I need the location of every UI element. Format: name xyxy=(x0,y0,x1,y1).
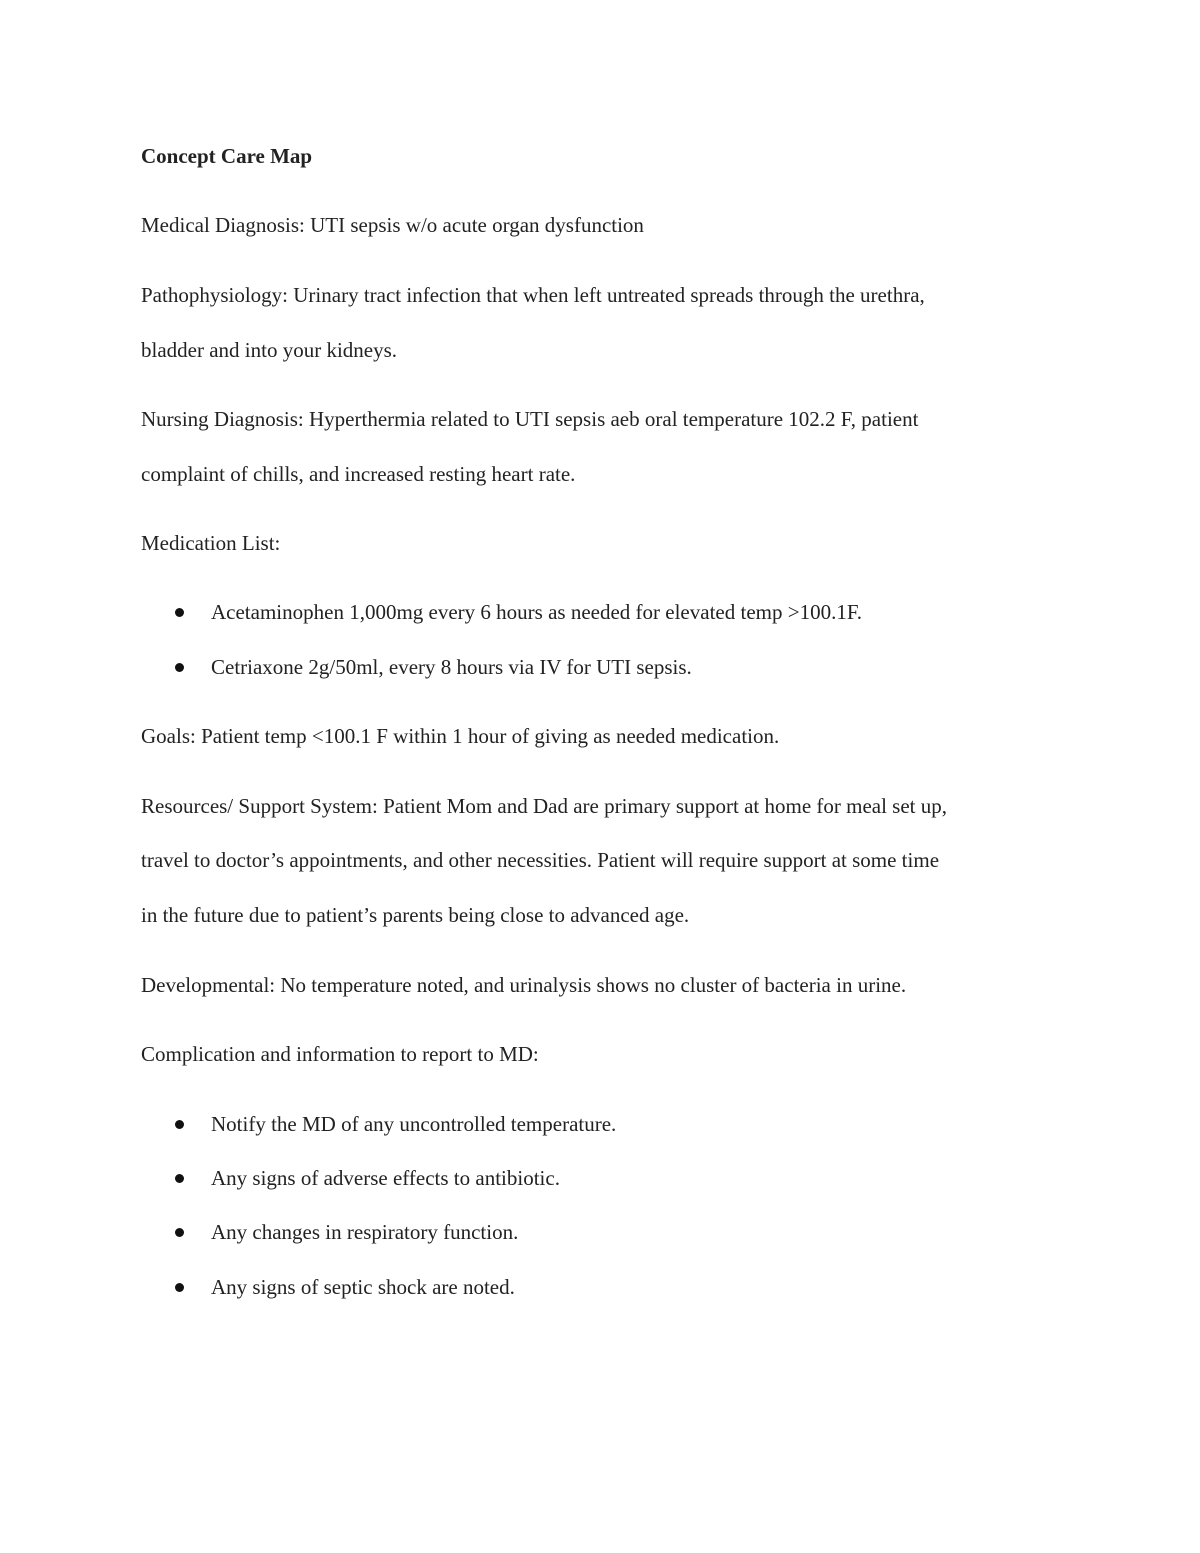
medication-text: Cetriaxone 2g/50ml, every 8 hours via IV for UTI sepsis. xyxy=(211,655,692,679)
complication-text: Any signs of septic shock are noted. xyxy=(211,1275,515,1299)
developmental: Developmental: No temperature noted, and urinalysis shows no cluster of bacteria in urine. xyxy=(141,973,907,997)
resources-line-1: Resources/ Support System: Patient Mom and Dad are primary support at home for meal set up, xyxy=(141,794,948,818)
document-title: Concept Care Map xyxy=(141,144,313,168)
medical-diagnosis: Medical Diagnosis: UTI sepsis w/o acute organ dysfunction xyxy=(141,213,644,237)
resources-line-3: in the future due to patient’s parents being close to advanced age. xyxy=(141,903,690,927)
bullet-icon xyxy=(175,1174,184,1183)
pathophysiology-line-1: Pathophysiology: Urinary tract infection that when left untreated spreads through the urethra, xyxy=(141,283,925,307)
goals: Goals: Patient temp <100.1 F within 1 hour of giving as needed medication. xyxy=(141,724,780,748)
complication-text: Any changes in respiratory function. xyxy=(211,1220,519,1244)
complication-text: Any signs of adverse effects to antibiotic. xyxy=(211,1166,560,1190)
bullet-icon xyxy=(175,663,184,672)
bullet-icon xyxy=(175,608,184,617)
resources-line-2: travel to doctor’s appointments, and other necessities. Patient will require support at some time xyxy=(141,848,940,872)
bullet-icon xyxy=(175,1120,184,1129)
complication-text: Notify the MD of any uncontrolled temperature. xyxy=(211,1112,617,1136)
nursing-diagnosis-line-1: Nursing Diagnosis: Hyperthermia related to UTI sepsis aeb oral temperature 102.2 F, patient xyxy=(141,407,919,431)
bullet-icon xyxy=(175,1283,184,1292)
complication-label: Complication and information to report to MD: xyxy=(141,1042,539,1066)
bullet-icon xyxy=(175,1228,184,1237)
medication-list-label: Medication List: xyxy=(141,531,281,555)
pathophysiology-line-2: bladder and into your kidneys. xyxy=(141,338,398,362)
nursing-diagnosis-line-2: complaint of chills, and increased resting heart rate. xyxy=(141,462,576,486)
medication-text: Acetaminophen 1,000mg every 6 hours as needed for elevated temp >100.1F. xyxy=(211,600,863,624)
